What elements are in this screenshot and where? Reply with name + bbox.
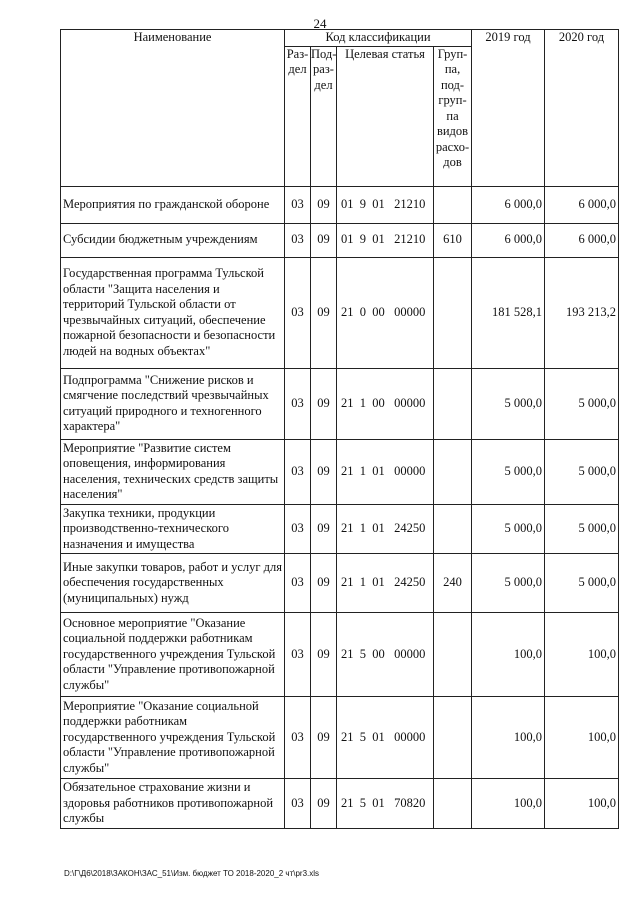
row-amount-2020: 5 000,0 xyxy=(545,504,619,554)
row-amount-2020: 100,0 xyxy=(545,613,619,697)
row-expense-group xyxy=(434,504,472,554)
row-amount-2019: 6 000,0 xyxy=(472,186,545,223)
row-section: 03 xyxy=(285,186,311,223)
row-expense-group: 240 xyxy=(434,554,472,613)
row-amount-2019: 5 000,0 xyxy=(472,504,545,554)
row-amount-2020: 100,0 xyxy=(545,697,619,779)
row-expense-group xyxy=(434,779,472,829)
row-expense-group xyxy=(434,186,472,223)
header-row xyxy=(61,30,619,47)
row-subsection: 09 xyxy=(311,697,337,779)
row-section: 03 xyxy=(285,223,311,257)
header-year-2020: 2020 год xyxy=(545,30,619,187)
row-expense-group: 610 xyxy=(434,223,472,257)
row-target-article: 21 5 00 00000 xyxy=(337,613,434,697)
row-expense-group xyxy=(434,697,472,779)
row-amount-2020: 6 000,0 xyxy=(545,223,619,257)
row-name: Субсидии бюджетным учреждениям xyxy=(61,223,285,257)
row-section: 03 xyxy=(285,613,311,697)
row-subsection: 09 xyxy=(311,613,337,697)
header-group: Груп- па, под- груп- па видов расхо- дов xyxy=(434,46,472,186)
row-target-article: 01 9 01 21210 xyxy=(337,186,434,223)
header-section: Раз- дел xyxy=(285,46,311,186)
row-name: Обязательное страхование жизни и здоровья работников противопожарной службы xyxy=(61,779,285,829)
row-name: Закупка техники, продукции производственно-технического назначения и имущества xyxy=(61,504,285,554)
row-amount-2019: 100,0 xyxy=(472,697,545,779)
row-section: 03 xyxy=(285,697,311,779)
row-amount-2020: 5 000,0 xyxy=(545,554,619,613)
row-expense-group xyxy=(434,368,472,439)
row-amount-2020: 6 000,0 xyxy=(545,186,619,223)
row-target-article: 21 1 01 24250 xyxy=(337,554,434,613)
file-path-footer: D:\Г\Д6\2018\ЗАКОН\ЗАС_51\Изм. бюджет ТО 2018-2020_2 чт\pr3.xls xyxy=(64,869,320,878)
row-name: Основное мероприятие "Оказание социальной поддержки работникам государственного учреждения Тульской области "Управление противопожарной службы" xyxy=(61,613,285,697)
header-year-2019: 2019 год xyxy=(472,30,545,187)
row-amount-2019: 6 000,0 xyxy=(472,223,545,257)
row-name: Мероприятия по гражданской обороне xyxy=(61,186,285,223)
row-amount-2020: 100,0 xyxy=(545,779,619,829)
row-amount-2019: 181 528,1 xyxy=(472,257,545,368)
row-subsection: 09 xyxy=(311,368,337,439)
page-number: 24 xyxy=(313,16,327,31)
table-row xyxy=(61,697,619,779)
row-name: Мероприятие "Оказание социальной поддержки работникам государственного учреждения Тульской области "Управление противопожарной службы" xyxy=(61,697,285,779)
row-amount-2019: 100,0 xyxy=(472,779,545,829)
header-classification: Код классификации xyxy=(285,30,472,47)
row-name: Иные закупки товаров, работ и услуг для обеспечения государственных (муниципальных) нужд xyxy=(61,554,285,613)
row-amount-2020: 193 213,2 xyxy=(545,257,619,368)
row-section: 03 xyxy=(285,439,311,504)
row-target-article: 21 1 01 00000 xyxy=(337,439,434,504)
table-row xyxy=(61,554,619,613)
row-subsection: 09 xyxy=(311,504,337,554)
table-row xyxy=(61,613,619,697)
row-subsection: 09 xyxy=(311,257,337,368)
row-expense-group xyxy=(434,257,472,368)
row-amount-2019: 5 000,0 xyxy=(472,554,545,613)
table-row xyxy=(61,439,619,504)
header-subsection: Под- раз- дел xyxy=(311,46,337,186)
row-section: 03 xyxy=(285,779,311,829)
row-subsection: 09 xyxy=(311,186,337,223)
table-row xyxy=(61,504,619,554)
row-amount-2020: 5 000,0 xyxy=(545,439,619,504)
row-name: Мероприятие "Развитие систем оповещения, информирования населения, технических средств защиты населения" xyxy=(61,439,285,504)
row-section: 03 xyxy=(285,257,311,368)
header-target: Целевая статья xyxy=(337,46,434,186)
table-row xyxy=(61,257,619,368)
table-row xyxy=(61,186,619,223)
table-row xyxy=(61,223,619,257)
row-expense-group xyxy=(434,613,472,697)
table-row xyxy=(61,368,619,439)
row-subsection: 09 xyxy=(311,223,337,257)
row-target-article: 21 5 01 00000 xyxy=(337,697,434,779)
row-subsection: 09 xyxy=(311,554,337,613)
row-target-article: 21 1 01 24250 xyxy=(337,504,434,554)
row-section: 03 xyxy=(285,504,311,554)
row-target-article: 21 1 00 00000 xyxy=(337,368,434,439)
row-subsection: 09 xyxy=(311,439,337,504)
row-amount-2019: 5 000,0 xyxy=(472,368,545,439)
header-name: Наименование xyxy=(61,30,285,187)
row-section: 03 xyxy=(285,368,311,439)
row-amount-2020: 5 000,0 xyxy=(545,368,619,439)
row-amount-2019: 5 000,0 xyxy=(472,439,545,504)
table-row xyxy=(61,779,619,829)
budget-table xyxy=(60,29,619,829)
row-expense-group xyxy=(434,439,472,504)
row-section: 03 xyxy=(285,554,311,613)
row-target-article: 01 9 01 21210 xyxy=(337,223,434,257)
row-target-article: 21 5 01 70820 xyxy=(337,779,434,829)
row-target-article: 21 0 00 00000 xyxy=(337,257,434,368)
row-name: Подпрограмма "Снижение рисков и смягчение последствий чрезвычайных ситуаций природного и техногенного характера" xyxy=(61,368,285,439)
row-subsection: 09 xyxy=(311,779,337,829)
row-name: Государственная программа Тульской области "Защита населения и территорий Тульской области от чрезвычайных ситуаций, обеспечение пожарной безопасности и безопасности людей на водных объектах" xyxy=(61,257,285,368)
row-amount-2019: 100,0 xyxy=(472,613,545,697)
